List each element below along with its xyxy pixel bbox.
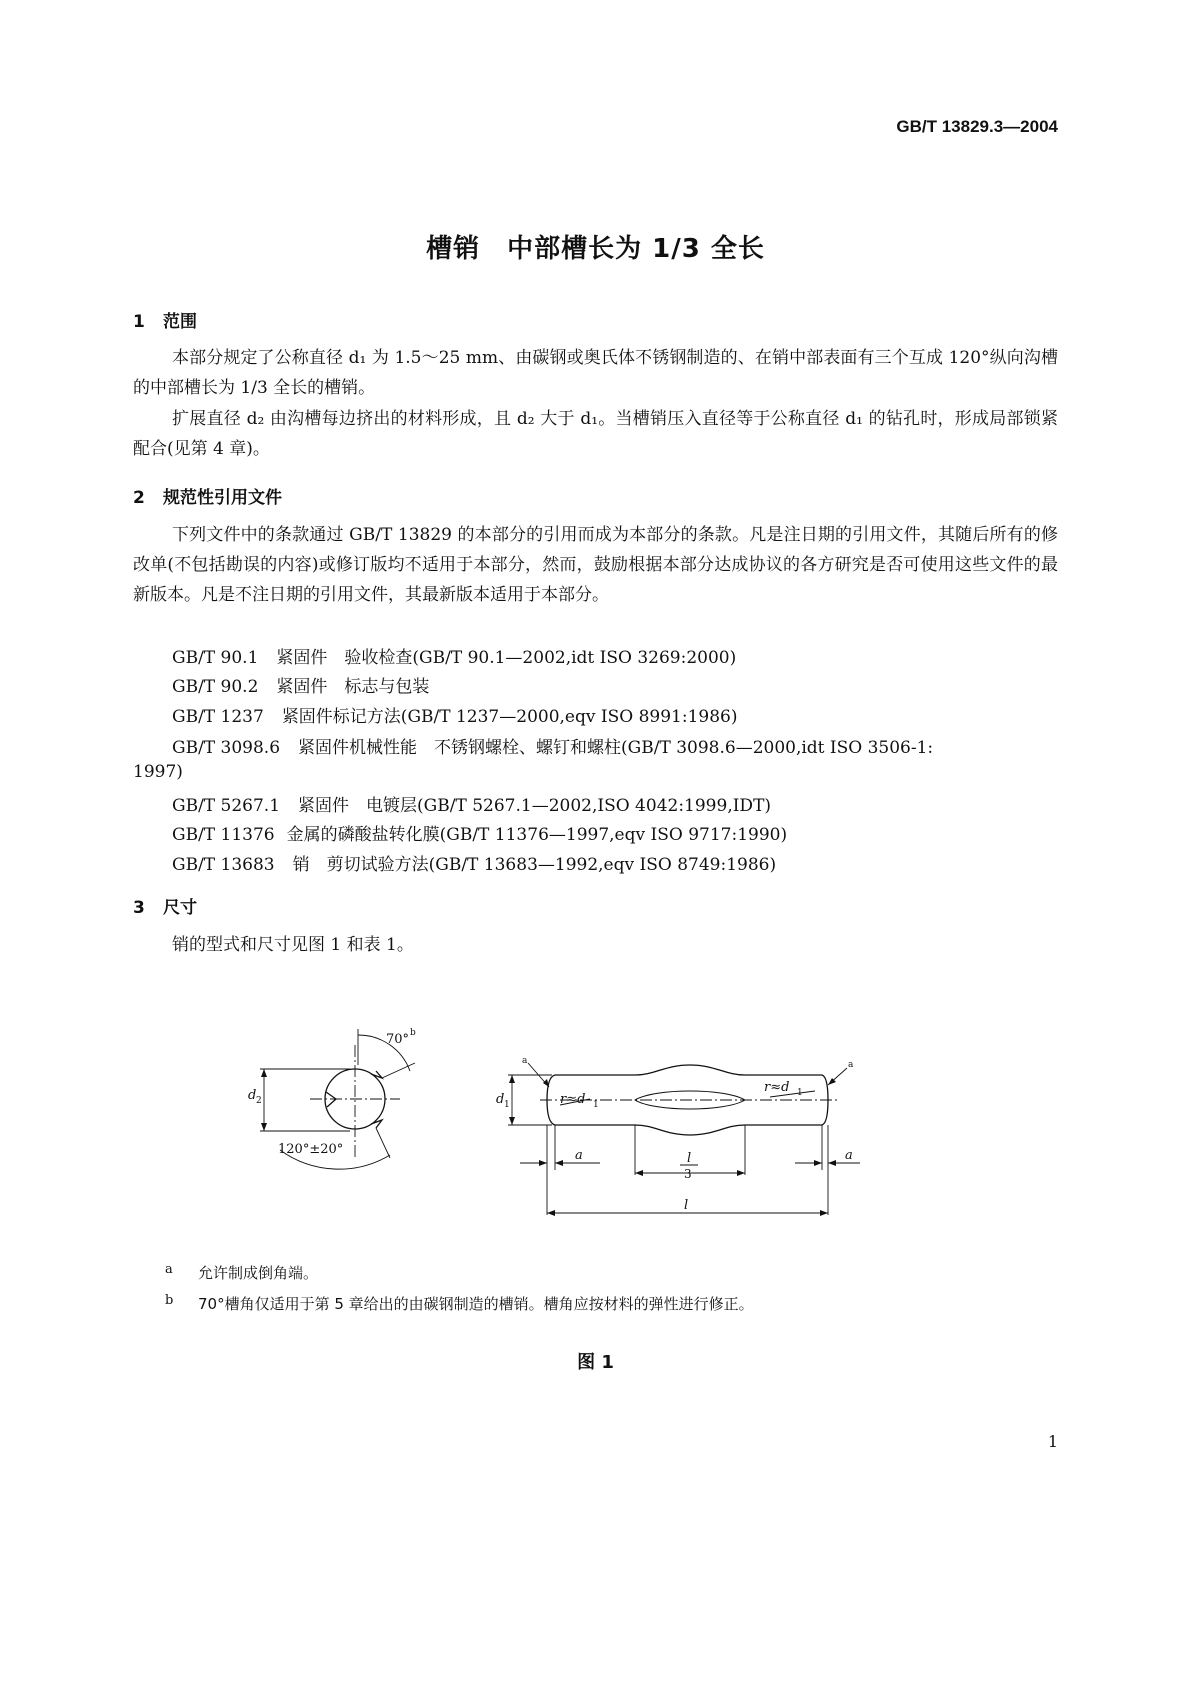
radius-subscript-right: 1: [797, 1088, 803, 1098]
footnote-a: [165, 1262, 318, 1283]
dim-l-third-numerator: l: [687, 1151, 692, 1166]
reference-item: [172, 733, 933, 758]
section-1-paragraph-1: 本部分规定了公称直径 d₁ 为 1.5～25 mm、由碳钢或奥氏体不锈钢制造的、在销中部表面有三个互成 120°纵向沟槽的中部槽长为 1/3 全长的槽销。: [133, 348, 1058, 398]
reference-code: GB/T 90.1: [172, 648, 259, 668]
figure-1-drawing: [250, 1025, 870, 1230]
chamfer-mark-right: a: [848, 1060, 854, 1070]
reference-code: GB/T 5267.1: [172, 796, 281, 816]
groove-angle-label: 70°: [386, 1032, 410, 1047]
section-number: 1: [133, 312, 145, 332]
footnote-b: [165, 1293, 754, 1314]
footnote-mark: b: [165, 1293, 174, 1308]
reference-code: GB/T 3098.6: [172, 738, 281, 758]
section-1-paragraph-2: 扩展直径 d₂ 由沟槽每边挤出的材料形成，且 d₂ 大于 d₁。当槽销压入直径等于公称直径 d₁ 的钻孔时，形成局部锁紧配合(见第 4 章)。: [133, 409, 1058, 459]
section-1-heading: [133, 307, 197, 332]
dim-l-third-denominator: 3: [684, 1167, 692, 1181]
reference-code: GB/T 11376: [172, 825, 275, 845]
reference-text: 紧固件标记方法(GB/T 1237—2000,eqv ISO 8991:1986): [281, 707, 738, 727]
groove-angle-mark: b: [410, 1028, 416, 1038]
section-2-heading: [133, 483, 282, 508]
reference-code: GB/T 1237: [172, 707, 264, 727]
section-number: 2: [133, 488, 145, 508]
reference-text: 紧固件 标志与包装: [276, 677, 430, 697]
groove-mark: [371, 1120, 382, 1128]
reference-text: 金属的磷酸盐转化膜(GB/T 11376—1997,eqv ISO 9717:1990): [286, 825, 788, 845]
figure-caption: 图 1: [577, 1352, 614, 1373]
footnote-text: 允许制成倒角端。: [198, 1264, 319, 1282]
dim-a-left: a: [575, 1148, 583, 1163]
spacing-angle-label: 120°±20°: [278, 1142, 344, 1157]
document-title: 槽销 中部槽长为 1/3 全长: [426, 234, 765, 264]
d1-label: d: [496, 1092, 505, 1107]
reference-item: [172, 702, 737, 727]
reference-text: 销 剪切试验方法(GB/T 13683—1992,eqv ISO 8749:1986): [292, 855, 777, 875]
reference-continuation: 1997): [133, 762, 183, 782]
footnote-text: 70°槽角仅适用于第 5 章给出的由碳钢制造的槽销。槽角应按材料的弹性进行修正。: [198, 1295, 754, 1313]
reference-item: [172, 791, 771, 816]
dim-l-label: l: [684, 1198, 689, 1213]
section-number: 3: [133, 898, 145, 918]
radius-subscript-left: 1: [593, 1100, 599, 1110]
reference-text: 紧固件机械性能 不锈钢螺栓、螺钉和螺柱(GB/T 3098.6—2000,idt ISO 3506-1:: [298, 738, 934, 758]
dim-a-right: a: [845, 1148, 853, 1163]
reference-text: 紧固件 电镀层(GB/T 5267.1—2002,ISO 4042:1999,IDT): [298, 796, 772, 816]
reference-code: GB/T 90.2: [172, 677, 259, 697]
groove-mark: [326, 1092, 336, 1107]
section-title: 规范性引用文件: [163, 488, 282, 508]
reference-item: [172, 643, 736, 668]
section-2-paragraph-1: 下列文件中的条款通过 GB/T 13829 的本部分的引用而成为本部分的条款。凡是注日期的引用文件，其随后所有的修改单(不包括勘误的内容)或修订版均不适用于本部分，然而，鼓励根据本部分达成协议的各方研究是否可使用这些文件的最新版本。凡是不注日期的引用文件，其最新版本适用于本部分。: [133, 525, 1058, 605]
standard-number: GB/T 13829.3—2004: [896, 117, 1058, 136]
reference-item: [172, 820, 787, 845]
chamfer-mark-left: a: [522, 1056, 528, 1066]
groove-mark: [371, 1071, 382, 1078]
section-3-heading: [133, 893, 197, 918]
radius-label-right: r≈d: [764, 1080, 790, 1095]
reference-code: GB/T 13683: [172, 855, 275, 875]
d1-subscript: 1: [504, 1100, 510, 1110]
page-number: 1: [1047, 1432, 1058, 1451]
reference-text: 紧固件 验收检查(GB/T 90.1—2002,idt ISO 3269:2000): [276, 648, 737, 668]
section-title: 尺寸: [163, 898, 197, 918]
section-3-paragraph-1: 销的型式和尺寸见图 1 和表 1。: [172, 935, 414, 955]
radius-label-left: r≈d: [560, 1092, 586, 1107]
reference-item: [172, 850, 776, 875]
d2-subscript: 2: [256, 1096, 262, 1106]
d2-label: d: [248, 1088, 257, 1103]
footnote-mark: a: [165, 1262, 173, 1277]
section-title: 范围: [163, 312, 197, 332]
reference-item: [172, 672, 429, 697]
